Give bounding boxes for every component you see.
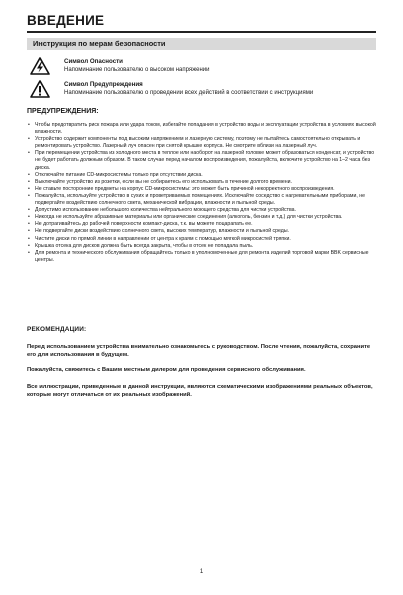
lightning-triangle-icon [30,57,50,75]
list-item: • Пожалуйста, используйте устройство в сухих и проветриваемых помещениях. Исключайте соседство с нагревательными приборами, не подвергайте воздействию солнечного света, механической вибрации, влажности и пыльной среды. [28,193,378,207]
warnings-list [28,122,378,264]
recommendation-paragraph: Пожалуйста, свяжитесь с Вашим местным дилером для проведения сервисного обслуживания. [27,367,306,373]
caution-symbol-title: Символ Предупреждения [64,81,143,88]
list-item: • При перемещении устройства из холодного места в теплое или наоборот на лазерной головке может образоваться конденсат, и устройство не будет работать должным образом. В таком случае перед началом воспроизведения, пожалуйста, включите устройство на 1–2 часа без диска. [28,150,378,171]
recommendations-heading: РЕКОМЕНДАЦИИ: [27,326,87,333]
exclamation-triangle-icon [30,80,50,98]
list-item: • Не дотрагивайтесь до рабочей поверхности компакт-диска, т.к. вы можете поцарапать ее. [28,221,378,228]
caution-symbol-row [30,80,376,100]
title-rule [27,31,376,33]
list-item: • Никогда не используйте абразивные материалы или органические соединения (алкоголь, бензин и т.д.) для чистки устройства. [28,214,378,221]
safety-section-bar [27,38,376,50]
list-item: • Выключайте устройство из розетки, если вы не собираетесь его использовать в течение долгого времени. [28,179,378,186]
danger-symbol-row [30,57,376,77]
safety-section-title: Инструкция по мерам безопасности [33,39,166,48]
list-item: • Допустимо использование небольшого количества нейтрального моющего средства для чистки устройства. [28,207,378,214]
list-item: • Не подвергайте диски воздействию солнечного света, высоких температур, влажности и пыльной среды. [28,228,378,235]
danger-symbol-title: Символ Опасности [64,58,123,65]
list-item: • Для ремонта и технического обслуживания обращайтесь только в уполномоченные для ремонта изделий торговой марки BBK сервисные центры. [28,250,378,264]
list-item: • Чистите диски по прямой линии в направлении от центра к краям с помощью мягкой микросистей тряпки. [28,236,378,243]
danger-symbol-desc: Напоминание пользователю о высоком напряжении [64,67,210,73]
list-item: • Не ставьте посторонние предметы на корпус CD-микросистемы: это может быть причиной некорректного воспроизведения. [28,186,378,193]
list-item: • Устройство содержит компоненты под высоким напряжением и лазерную систему, поэтому не пытайтесь самостоятельно открывать и ремонтировать устройство. Лазерный луч опасен при снятой крышке корпуса. Не смотрите вблизи на лазерный луч. [28,136,378,150]
list-item: • Чтобы предотвратить риск пожара или удара током, избегайте попадания в устройство воды и эксплуатации устройства в условиях высокой влажности. [28,122,378,136]
recommendation-paragraph: Все иллюстрации, приведенные в данной инструкции, являются схематическими изображениями реальных объектов, которые могут отличаться от их реальных изображений. [27,384,373,398]
page-number: 1 [199,569,204,575]
warnings-heading: ПРЕДУПРЕЖДЕНИЯ: [27,108,99,115]
page-title: ВВЕДЕНИЕ [27,13,105,28]
recommendation-paragraph: Перед использованием устройства внимательно ознакомьтесь с руководством. После чтения, пожалуйста, сохраните его для использования в будущем. [27,344,371,358]
list-item: • Отключайте питание CD-микросистемы только при отсутствии диска. [28,172,378,179]
caution-symbol-desc: Напоминание пользователю о проведении всех действий в соответствии с инструкциями [64,90,314,96]
list-item: • Крышка отсека для дисков должна быть всегда закрыта, чтобы в отсек не попадала пыль. [28,243,378,250]
